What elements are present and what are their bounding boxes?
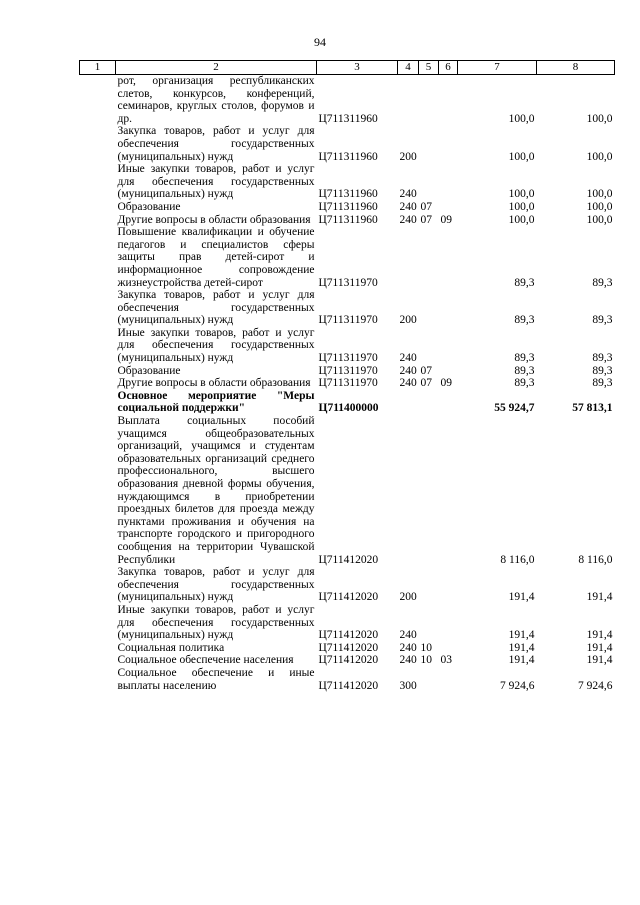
expense-type-cell: 240 (399, 213, 417, 226)
subsection-cell: 03 (440, 654, 452, 667)
item-name-cell: Закупка товаров, работ и услуг для обеспечения государственных (муниципальных) нужд (117, 125, 315, 163)
section-cell (419, 415, 439, 566)
amount-year-1-cell: 100,0 (508, 188, 535, 201)
subsection-cell (439, 604, 458, 642)
amount-year-1-cell: 191,4 (508, 654, 535, 667)
target-article-code-cell: Ц711412020 (318, 641, 379, 654)
item-name-cell: Выплата социальных пособий учащимся общеобразовательных организаций, учащимся и студентам образовательных организаций среднего профессионального, высшего образования дневной формы обучения, нуждающимся в приобретении проездных билетов для проезда между пунктами проживания и обучения на транспорте городского и пригородного сообщения на территории Чувашской Республики (117, 415, 315, 566)
amount-year-1-cell: 100,0 (508, 200, 535, 213)
amount-year-2-cell: 191,4 (586, 641, 613, 654)
table-row (80, 289, 615, 327)
table-row (80, 201, 615, 214)
subsection-cell (439, 289, 458, 327)
page-number: 94 (314, 35, 326, 49)
item-name-cell: Повышение квалификации и обучение педагогов и специалистов сферы защиты прав детей-сирот и информационное сопровождение жизнеустройства детей-сирот (117, 226, 315, 289)
amount-year-2-cell: 100,0 (586, 188, 613, 201)
column-number-header: 1 (80, 61, 116, 75)
column-number-header: 2 (116, 61, 317, 75)
expense-type-cell: 300 (399, 679, 417, 692)
table-row (80, 75, 615, 126)
subsection-cell (439, 415, 458, 566)
subsection-cell (439, 390, 458, 415)
section-cell: 07 (420, 213, 432, 226)
expense-type-cell: 240 (399, 364, 417, 377)
item-name-cell: Образование (117, 364, 181, 377)
target-article-code-cell: Ц711311970 (318, 364, 378, 377)
amount-year-1-cell: 8 116,0 (500, 553, 535, 566)
row-number-cell (80, 566, 116, 604)
section-cell (419, 226, 439, 289)
table-row (80, 214, 615, 227)
expense-type-cell (398, 415, 419, 566)
item-name-cell: Основное мероприятие "Меры социальной поддержки" (117, 389, 315, 415)
column-number-header: 3 (317, 61, 398, 75)
amount-year-2-cell: 100,0 (586, 213, 613, 226)
column-number-header: 4 (398, 61, 419, 75)
amount-year-1-cell: 191,4 (508, 629, 535, 642)
table-row (80, 163, 615, 201)
subsection-cell: 09 (440, 377, 452, 390)
amount-year-1-cell: 89,3 (514, 377, 535, 390)
amount-year-1-cell: 7 924,6 (500, 679, 535, 692)
amount-year-2-cell: 7 924,6 (578, 679, 613, 692)
item-name-cell: рот, организация республиканских слетов, конкурсов, конференций, семинаров, круглых столов, форумов и др. (117, 75, 315, 125)
row-number-cell (80, 604, 116, 642)
amount-year-2-cell: 191,4 (586, 591, 613, 604)
amount-year-2-cell: 191,4 (586, 629, 613, 642)
amount-year-1-cell: 89,3 (514, 314, 535, 327)
table-row (80, 327, 615, 365)
section-cell (419, 327, 439, 365)
row-number-cell (80, 75, 116, 126)
amount-year-1-cell: 89,3 (514, 352, 535, 365)
table-row (80, 377, 615, 390)
amount-year-2-cell: 100,0 (586, 150, 613, 163)
target-article-code-cell: Ц711412020 (318, 553, 379, 566)
expense-type-cell: 200 (399, 591, 417, 604)
item-name-cell: Социальное обеспечение и иные выплаты населению (117, 666, 315, 692)
section-cell (419, 125, 439, 163)
section-cell: 07 (420, 377, 432, 390)
amount-year-1-cell: 100,0 (508, 112, 535, 125)
amount-year-1-cell: 100,0 (508, 213, 535, 226)
amount-year-1-cell: 191,4 (508, 591, 535, 604)
column-number-header: 7 (458, 61, 537, 75)
section-cell (419, 75, 439, 126)
row-number-cell (80, 163, 116, 201)
row-number-cell (80, 125, 116, 163)
amount-year-2-cell: 89,3 (592, 364, 613, 377)
item-name-cell: Иные закупки товаров, работ и услуг для обеспечения государственных (муниципальных) нужд (117, 603, 315, 642)
table-row (80, 654, 615, 667)
table-row (80, 415, 615, 566)
target-article-code-cell: Ц711311960 (318, 150, 378, 163)
item-name-cell: Иные закупки товаров, работ и услуг для обеспечения государственных (муниципальных) нужд (117, 163, 315, 201)
amount-year-1-cell: 100,0 (508, 150, 535, 163)
amount-year-2-cell: 57 813,1 (572, 402, 613, 415)
expense-type-cell: 200 (399, 150, 417, 163)
subsection-cell (439, 201, 458, 214)
section-cell: 07 (420, 364, 432, 377)
item-name-cell: Закупка товаров, работ и услуг для обеспечения государственных (муниципальных) нужд (117, 289, 315, 327)
item-name-cell: Социальное обеспечение населения (117, 654, 294, 667)
column-number-header-row (80, 61, 615, 75)
section-cell (419, 390, 439, 415)
row-number-cell (80, 201, 116, 214)
target-article-code-cell: Ц711412020 (318, 679, 379, 692)
table-row (80, 642, 615, 655)
amount-year-2-cell: 89,3 (592, 276, 613, 289)
expense-type-cell: 240 (399, 352, 417, 365)
target-article-code-cell: Ц711311960 (318, 112, 378, 125)
expense-type-cell: 240 (399, 629, 417, 642)
column-number-header: 6 (439, 61, 458, 75)
item-name-cell: Другие вопросы в области образования (117, 377, 311, 390)
amount-year-2-cell: 8 116,0 (578, 553, 613, 566)
target-article-code-cell: Ц711412020 (318, 629, 379, 642)
amount-year-2-cell: 89,3 (592, 352, 613, 365)
table-row (80, 365, 615, 378)
row-number-cell (80, 377, 116, 390)
subsection-cell (439, 642, 458, 655)
item-name-cell: Другие вопросы в области образования (117, 213, 311, 226)
target-article-code-cell: Ц711311960 (318, 213, 378, 226)
section-cell (419, 163, 439, 201)
section-cell: 07 (420, 200, 432, 213)
item-name-cell: Образование (117, 200, 181, 213)
target-article-code-cell: Ц711412020 (318, 591, 379, 604)
expense-type-cell: 240 (399, 188, 417, 201)
column-number-header: 5 (419, 61, 439, 75)
table-row (80, 226, 615, 289)
expense-type-cell (398, 390, 419, 415)
target-article-code-cell: Ц711311970 (318, 314, 378, 327)
expense-type-cell: 240 (399, 641, 417, 654)
amount-year-2-cell: 100,0 (586, 112, 613, 125)
table-row (80, 390, 615, 415)
row-number-cell (80, 667, 116, 692)
row-number-cell (80, 365, 116, 378)
table-row (80, 566, 615, 604)
subsection-cell (439, 163, 458, 201)
row-number-cell (80, 642, 116, 655)
amount-year-2-cell: 191,4 (586, 654, 613, 667)
amount-year-1-cell: 191,4 (508, 641, 535, 654)
item-name-cell: Иные закупки товаров, работ и услуг для обеспечения государственных (муниципальных) нужд (117, 326, 315, 365)
table-row (80, 125, 615, 163)
section-cell: 10 (420, 641, 432, 654)
column-number-header: 8 (537, 61, 615, 75)
section-cell (419, 289, 439, 327)
subsection-cell (439, 566, 458, 604)
row-number-cell (80, 654, 116, 667)
subsection-cell: 09 (440, 213, 452, 226)
row-number-cell (80, 415, 116, 566)
subsection-cell (439, 667, 458, 692)
expense-type-cell: 240 (399, 654, 417, 667)
section-cell: 10 (420, 654, 432, 667)
target-article-code-cell: Ц711311970 (318, 352, 378, 365)
table-body (80, 75, 615, 693)
item-name-cell: Социальная политика (117, 641, 225, 654)
target-article-code-cell: Ц711311970 (318, 276, 378, 289)
target-article-code-cell: Ц711311960 (318, 188, 378, 201)
budget-table (79, 60, 615, 692)
amount-year-2-cell: 89,3 (592, 377, 613, 390)
row-number-cell (80, 327, 116, 365)
amount-year-1-cell: 89,3 (514, 364, 535, 377)
row-number-cell (80, 289, 116, 327)
target-article-code-cell: Ц711311960 (318, 200, 378, 213)
table-row (80, 604, 615, 642)
target-article-code-cell: Ц711412020 (318, 654, 379, 667)
amount-year-2-cell: 100,0 (586, 200, 613, 213)
expense-type-cell (398, 75, 419, 126)
target-article-code-cell: Ц711400000 (318, 402, 379, 415)
section-cell (419, 566, 439, 604)
expense-type-cell: 200 (399, 314, 417, 327)
expense-type-cell: 240 (399, 377, 417, 390)
amount-year-2-cell: 89,3 (592, 314, 613, 327)
subsection-cell (439, 365, 458, 378)
expense-type-cell: 240 (399, 200, 417, 213)
subsection-cell (439, 125, 458, 163)
expense-type-cell (398, 226, 419, 289)
section-cell (419, 667, 439, 692)
section-cell (419, 604, 439, 642)
amount-year-1-cell: 55 924,7 (494, 402, 535, 415)
subsection-cell (439, 75, 458, 126)
table-row (80, 667, 615, 692)
row-number-cell (80, 390, 116, 415)
subsection-cell (439, 327, 458, 365)
target-article-code-cell: Ц711311970 (318, 377, 378, 390)
amount-year-1-cell: 89,3 (514, 276, 535, 289)
item-name-cell: Закупка товаров, работ и услуг для обеспечения государственных (муниципальных) нужд (117, 566, 315, 604)
subsection-cell (439, 226, 458, 289)
row-number-cell (80, 214, 116, 227)
row-number-cell (80, 226, 116, 289)
